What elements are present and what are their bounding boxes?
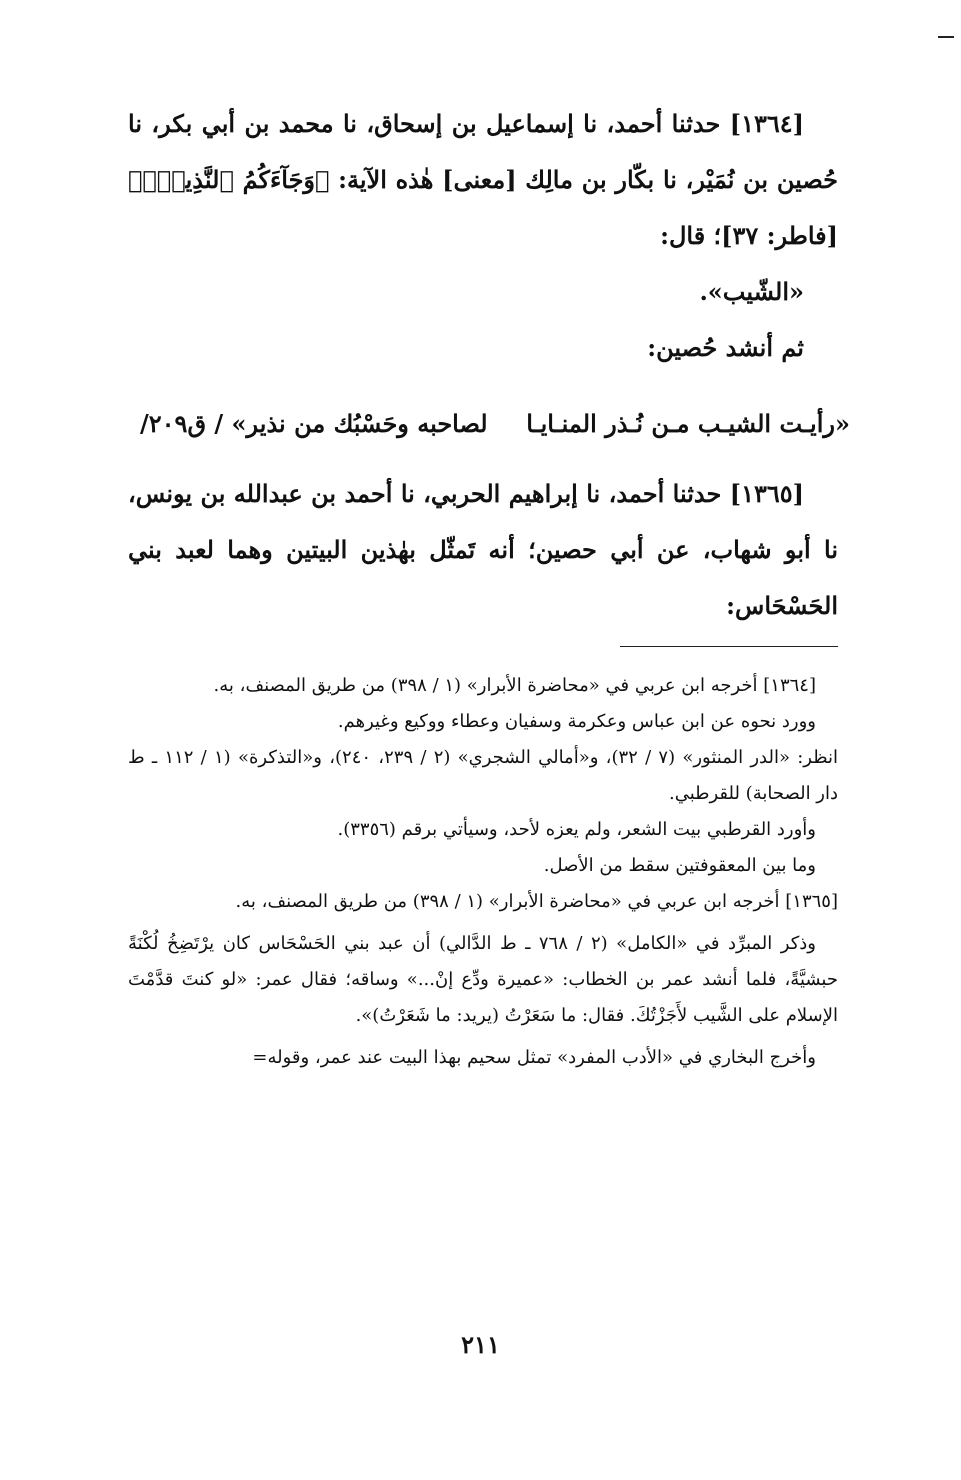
footnote-line: وأورد القرطبي بيت الشعر، ولم يعزه لأحد، وسيأتي برقم (٣٣٥٦). (337, 819, 816, 840)
footnote-line: وأخرج البخاري في «الأدب المفرد» تمثل سحيم بهذا البيت عند عمر، وقوله= (252, 1047, 816, 1068)
corner-mark (938, 36, 954, 38)
hadith-1364: [١٣٦٤] حدثنا أحمد، نا إسماعيل بن إسحاق، نا محمد بن أبي بكر، نا حُصين بن نُمَيْر، نا بكّار بن مالِك [معنى] هٰذه الآية: ﴿وَجَآءَكُمُ ٱلنَّذِيرُۖ﴾ [فاطر: ٣٧]؛ قال: (128, 109, 839, 250)
footnote-line: انظر: «الدر المنثور» (٧ / ٣٢)، و«أمالي الشجري» (٢ / ٢٣٩، ٢٤٠)، و«التذكرة» (١ / ١١٢ ـ ط دار الصحابة) للقرطبي. (128, 747, 838, 804)
footnote-line: وورد نحوه عن ابن عباس وعكرمة وسفيان وعطاء ووكيع وغيرهم. (337, 711, 816, 732)
poem-second-hemistich: لصاحبه وحَسْبُك من نذير» / ق٢٠٩/ (140, 409, 488, 438)
poem-first-hemistich: «رأيـت الشيـب مـن نُـذر المنـايـا (526, 409, 850, 438)
page-number: ٢١١ (461, 1330, 500, 1359)
main-text-continued (128, 466, 838, 634)
footnotes (128, 668, 838, 1076)
footnote-separator (620, 646, 838, 647)
poem-verse (140, 404, 850, 444)
footnote-line: وما بين المعقوفتين سقط من الأصل. (543, 855, 816, 876)
main-text (128, 96, 838, 376)
quote-shayb: «الشّيب». (699, 277, 804, 306)
footnote-1365: [١٣٦٥] أخرجه ابن عربي في «محاضرة الأبرار» (١ / ٣٩٨) من طريق المصنف، به. (235, 891, 838, 912)
hadith-1365: [١٣٦٥] حدثنا أحمد، نا إبراهيم الحربي، نا أحمد بن عبدالله بن يونس، نا أبو شهاب، عن أبي حصين؛ أنه تَمثّل بهٰذين البيتين وهما لعبد بني الحَسْحَاس: (128, 479, 838, 620)
footnote-line: وذكر المبرِّد في «الكامل» (٢ / ٧٦٨ ـ ط الدَّالي) أن عبد بني الحَسْحَاس كان يرْتَضِخُ لُكْنَةً حبشيَّةً، فلما أنشد عمر بن الخطاب: «عميرة ودِّع إنْ...» وساقه؛ فقال عمر: «لو كنتَ قدَّمْتَ الإسلام على الشَّيب لأَجَزْتُكَ. فقال: ما سَعَرْتُ (يريد: ما شَعَرْتُ)». (128, 933, 838, 1026)
footnote-1364: [١٣٦٤] أخرجه ابن عربي في «محاضرة الأبرار» (١ / ٣٩٨) من طريق المصنف، به. (213, 675, 816, 696)
poem-intro: ثم أنشد حُصين: (647, 333, 804, 362)
